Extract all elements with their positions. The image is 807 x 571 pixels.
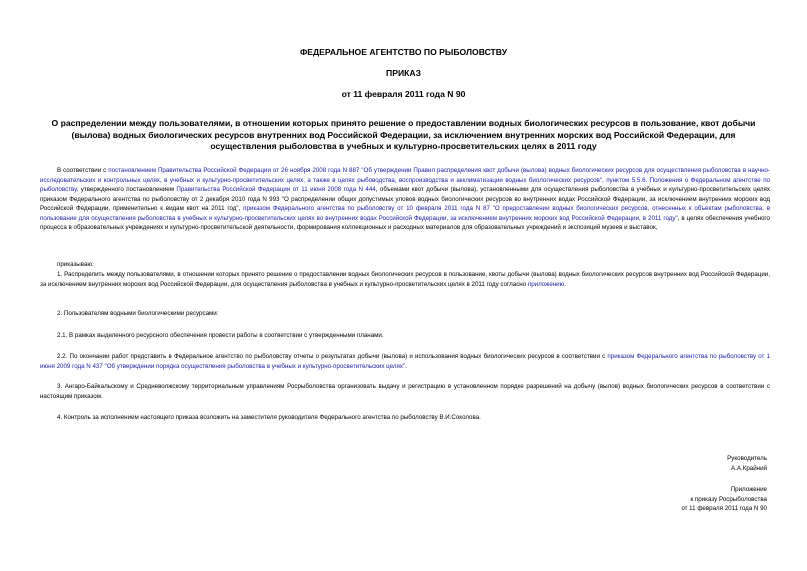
order-word: приказываю: <box>57 261 94 268</box>
preamble-text-2: , утвержденного постановлением <box>76 186 177 193</box>
doc-date: от 11 февраля 2011 года N 90 <box>341 89 466 99</box>
signature-name: А.А.Крайний <box>731 464 767 472</box>
appendix-date: от 11 февраля 2011 года N 90 <box>681 505 767 512</box>
paragraph-4: 4. Контроль за исполнением настоящего приказа возложить на заместителя руководителя Федерального агентства по рыболовству В.И.Соколова. <box>57 414 481 421</box>
paragraph-2-2 <box>40 352 770 371</box>
paragraph-1-text: 1. Распределить между пользователями, в отношении которых принято решение о предоставлении водных биологических ресурсов в пользование, квоты добычи (вылова) водных биологических ресурсов внутренних вод Российской Федерации, за исключением внутренних морских вод Российской Федерации, для осуществления рыболовства в учебных и культурно-просветительских целях в 2011 году согласно <box>40 271 770 288</box>
paragraph-2: 2. Пользователям водными биологическими ресурсами: <box>57 310 219 317</box>
paragraph-2-2-text: 2.2. По окончании работ представить в Федеральное агентство по рыболовству отчеты о результатах добычи (вылова) и использования водных биологических ресурсов в соответствии с <box>57 353 608 360</box>
appendix-to: к приказу Росрыболовства <box>690 495 767 503</box>
order-437-link[interactable]: приказом Федерального агентства по рыболовству от 1 июня 2009 года N 437 "Об утверждении порядка осуществления рыболовства в учебных и культурно-просветительских целях" <box>40 353 771 370</box>
preamble-link-2[interactable]: Правительства Российской Федерации от 11 июня 2008 года N 444 <box>176 186 376 193</box>
signature-block <box>467 454 767 473</box>
paragraph-3: 3. Ангаро-Байкальскому и Средневолжскому территориальным управлениям Росрыболовства организовать выдачу и регистрацию в установленном порядке разрешений на добычу (вылов) водных биологических ресурсов в соответствии с настоящим приказом. <box>40 383 770 400</box>
doc-type: ПРИКАЗ <box>386 68 421 78</box>
preamble-text-4: , в целях обеспечения учебного процесса в образовательных учреждениях и культурно-просветительской деятельности, формирования коллекционных и расходных материалов для образовательных учреждений и экспозиций музеев и выставок, <box>40 214 770 231</box>
appendix-label: Приложение <box>730 486 767 493</box>
appendix-link[interactable]: приложению <box>527 280 565 288</box>
preamble-link-3[interactable]: приказом Федерального агентства по рыболовству от 10 февраля 2011 года N 87 "О предоставлении водных биологических ресурсов, отнесенных к объектам рыболовства, в пользование для осуществления рыболовства в учебных и культурно-просветительских целях во внутренних водах Российской Федерации, за исключением внутренних морских вод Российской Федерации, в 2011 году" <box>40 205 770 222</box>
preamble-link-1[interactable]: постановлением Правительства Российской Федерации от 26 ноября 2008 года N 887 "Об утверждении Правил распределения квот добычи (вылова) водных биологических ресурсов для осуществления рыболовства в научно-исследовательских и контрольных целях, в учебных и культурно-просветительских целях, а также в целях рыбоводства, воспроизводства и акклиматизации водных биологических ресурсов", пунктом 5.5.6. Положения о Федеральном агентстве по рыболовству <box>40 167 770 193</box>
paragraph-1-end: . <box>564 280 567 288</box>
paragraph-1 <box>40 270 770 289</box>
agency-name: ФЕДЕРАЛЬНОЕ АГЕНТСТВО ПО РЫБОЛОВСТВУ <box>299 47 508 57</box>
preamble-text-3: , объемами квот добычи (вылова), установленными для осуществления рыболовства в учебных и культурно-просветительских целях приказом Федерального агентства по рыболовству от 2 декабря 2010 года N 993 "О распределении общих допустимых уловов водных биологических ресурсов во внутренних водах Российской Федерации, за исключением внутренних морских вод Российской Федерации, применительно к видам квот на 2011 год", <box>40 186 770 212</box>
doc-title: О распределении между пользователями, в отношении которых принято решение о предоставлении водных биологических ресурсов в пользование, квот добычи (вылова) водных биологических ресурсов внутренних вод Российской Федерации, за исключением внутренних морских вод Российской Федерации, для осуществления рыболовства в учебных и культурно-просветительских целях в 2011 году <box>51 118 756 152</box>
preamble-text-1: В соответствии с <box>57 167 109 174</box>
paragraph-2-1: 2.1. В рамках выделенного ресурсного обеспечения провести работы в соответствии с утвержденными планами. <box>57 332 384 339</box>
appendix-header <box>467 485 767 514</box>
paragraph-2-2-end: . <box>405 362 407 370</box>
preamble-paragraph <box>40 166 770 233</box>
signature-role: Руководитель <box>727 455 767 462</box>
